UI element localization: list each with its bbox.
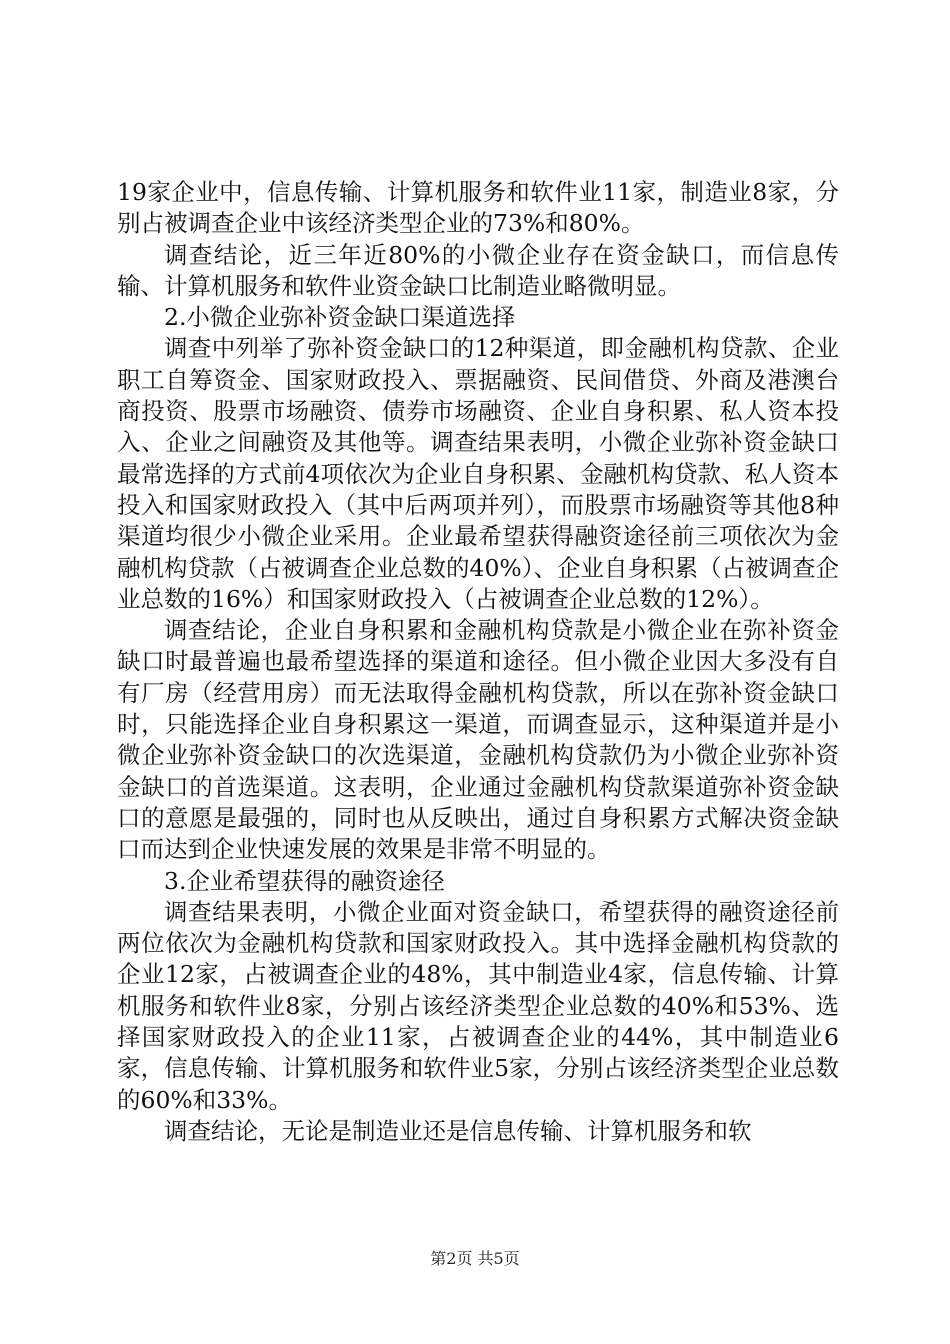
page-footer: 第2页 共5页 <box>430 1249 520 1268</box>
paragraph-continuation: 19家企业中，信息传输、计算机服务和软件业11家，制造业8家，分别占被调查企业中该经济类型企业的73%和80%。 <box>117 178 839 238</box>
section-heading-2: 2.小微企业弥补资金缺口渠道选择 <box>164 303 516 332</box>
document-body <box>117 177 839 1147</box>
paragraph-conclusion-2: 调查结论，企业自身积累和金融机构贷款是小微企业在弥补资金缺口时最普遍也最希望选择的渠道和途径。但小微企业因大多没有自有厂房（经营用房）而无法取得金融机构贷款，所以在弥补资金缺口时，只能选择企业自身积累这一渠道，而调查显示，这种渠道并是小微企业弥补资金缺口的次选渠道，金融机构贷款仍为小微企业弥补资金缺口的首选渠道。这表明，企业通过金融机构贷款渠道弥补资金缺口的意愿是最强的，同时也从反映出，通过自身积累方式解决资金缺口而达到企业快速发展的效果是非常不明显的。 <box>117 616 839 864</box>
section-heading-3: 3.企业希望获得的融资途径 <box>164 866 445 895</box>
paragraph-conclusion-3: 调查结论，无论是制造业还是信息传输、计算机服务和软 <box>164 1116 752 1145</box>
paragraph-conclusion-1: 调查结论，近三年近80%的小微企业存在资金缺口，而信息传输、计算机服务和软件业资金缺口比制造业略微明显。 <box>117 240 839 300</box>
paragraph-financing-results: 调查结果表明，小微企业面对资金缺口，希望获得的融资途径前两位依次为金融机构贷款和国家财政投入。其中选择金融机构贷款的企业12家，占被调查企业的48%，其中制造业4家，信息传输、计算机服务和软件业8家，分别占该经济类型企业总数的40%和53%、选择国家财政投入的企业11家，占被调查企业的44%，其中制造业6家，信息传输、计算机服务和软件业5家，分别占该经济类型企业总数的60%和33%。 <box>117 897 839 1114</box>
paragraph-channels: 调查中列举了弥补资金缺口的12种渠道，即金融机构贷款、企业职工自筹资金、国家财政投入、票据融资、民间借贷、外商及港澳台商投资、股票市场融资、债券市场融资、企业自身积累、私人资本投入、企业之间融资及其他等。调查结果表明，小微企业弥补资金缺口最常选择的方式前4项依次为企业自身积累、金融机构贷款、私人资本投入和国家财政投入（其中后两项并列），而股票市场融资等其他8种渠道均很少小微企业采用。企业最希望获得融资途径前三项依次为金融机构贷款（占被调查企业总数的40%）、企业自身积累（占被调查企业总数的16%）和国家财政投入（占被调查企业总数的12%）。 <box>117 334 839 613</box>
